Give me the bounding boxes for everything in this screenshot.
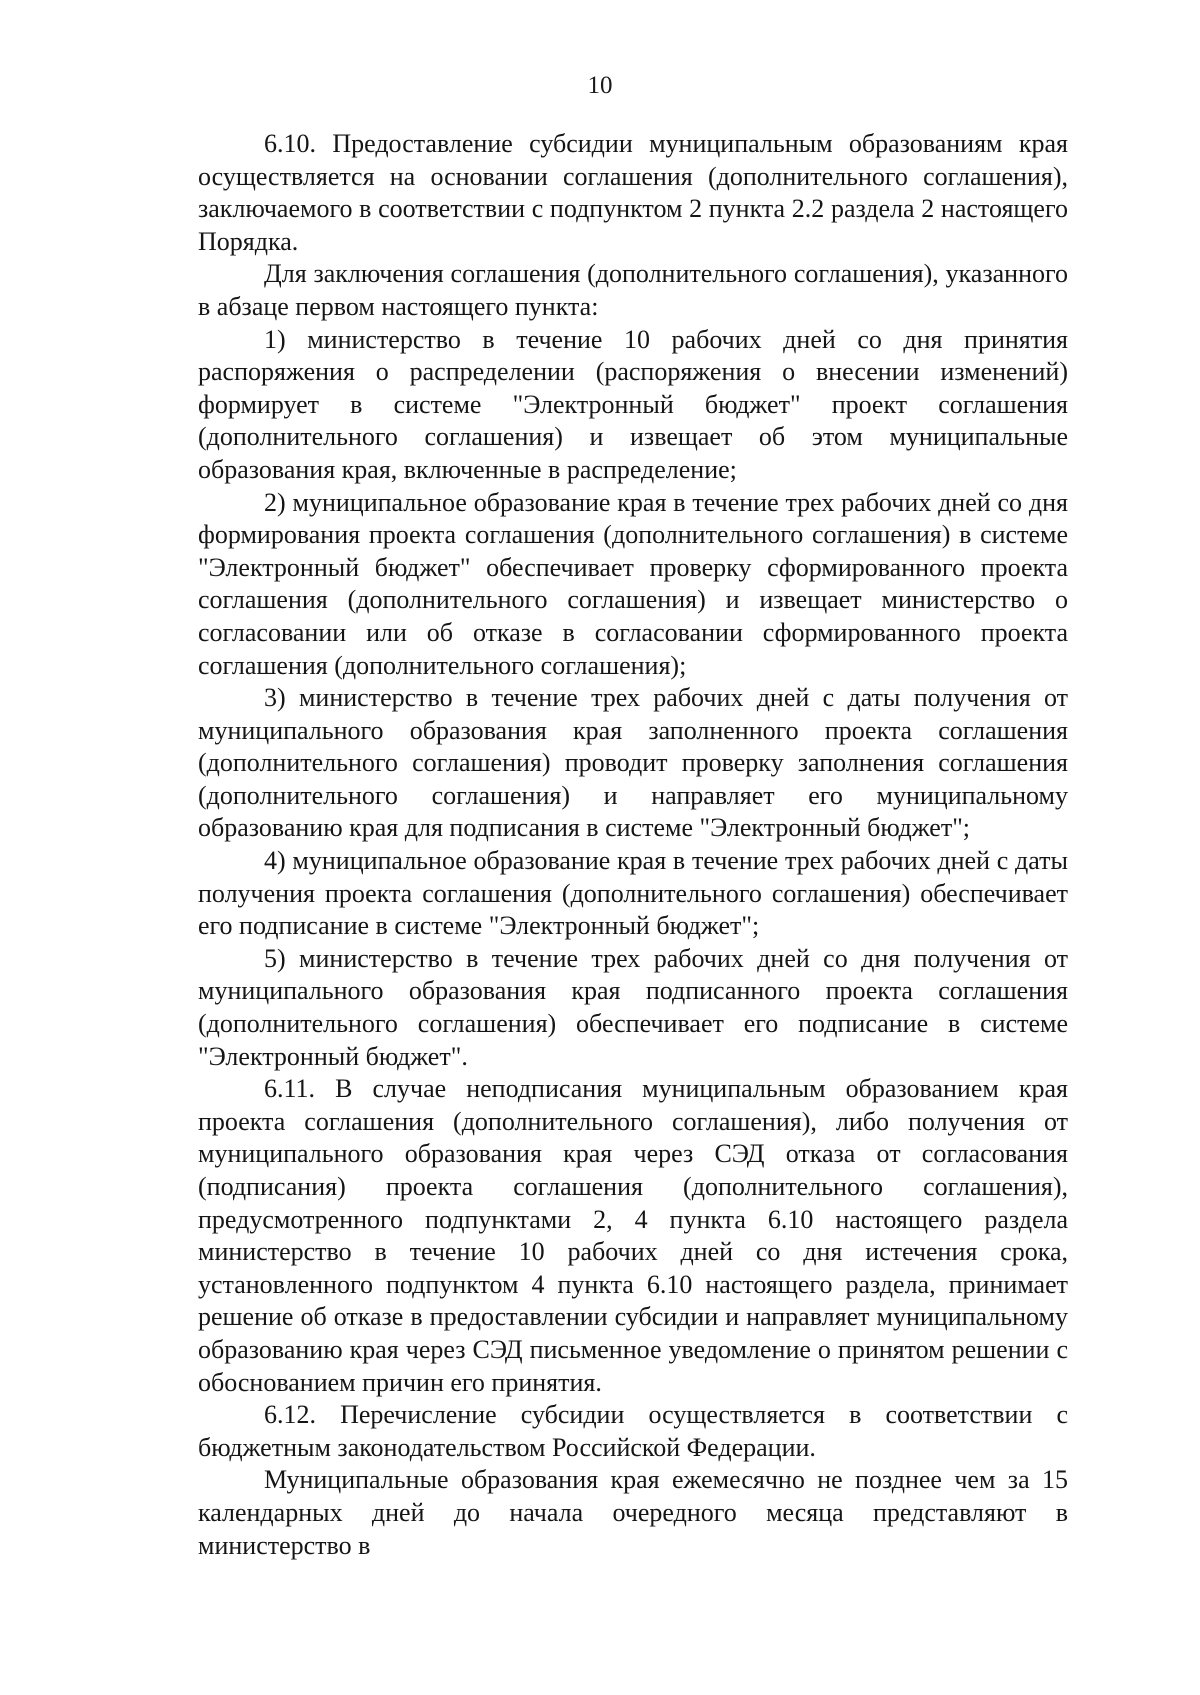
list-item-3: 3) министерство в течение трех рабочих дней с даты получения от муниципального образования края заполненного проекта соглашения (дополнительного соглашения) проводит проверку заполнения соглашения (дополнительного соглашения) и направляет его муниципальному образованию края для подписания в системе "Электронный бюджет"; bbox=[198, 683, 1068, 843]
paragraph-monthly-reports: Муниципальные образования края ежемесячно не позднее чем за 15 календарных дней до начала очередного месяца представляют в министерство в bbox=[198, 1465, 1068, 1560]
list-item-5: 5) министерство в течение трех рабочих дней со дня получения от муниципального образования края подписанного проекта соглашения (дополнительного соглашения) обеспечивает его подписание в системе "Электронный бюджет". bbox=[198, 943, 1068, 1071]
list-item-1: 1) министерство в течение 10 рабочих дней со дня принятия распоряжения о распределении (распоряжения о внесении изменений) формирует в системе "Электронный бюджет" проект соглашения (дополнительного соглашения) и извещает об этом муниципальные образования края, включенные в распределение; bbox=[198, 324, 1068, 484]
paragraph-6-12: 6.12. Перечисление субсидии осуществляется в соответствии с бюджетным законодательством Российской Федерации. bbox=[198, 1400, 1068, 1462]
page-number: 10 bbox=[587, 72, 613, 99]
paragraph-6-10: 6.10. Предоставление субсидии муниципальным образованиям края осуществляется на основании соглашения (дополнительного соглашения), заключаемого в соответствии с подпунктом 2 пункта 2.2 раздела 2 настоящего Порядка. bbox=[198, 129, 1068, 256]
list-item-4: 4) муниципальное образование края в течение трех рабочих дней с даты получения проекта соглашения (дополнительного соглашения) обеспечивает его подписание в системе "Электронный бюджет"; bbox=[198, 846, 1068, 941]
list-item-2: 2) муниципальное образование края в течение трех рабочих дней со дня формирования проекта соглашения (дополнительного соглашения) в системе "Электронный бюджет" обеспечивает проверку сформированного проекта соглашения (дополнительного соглашения) и извещает министерство о согласовании или об отказе в согласовании сформированного проекта соглашения (дополнительного соглашения); bbox=[198, 487, 1068, 680]
document-body bbox=[198, 128, 1068, 1562]
paragraph-agreement-intro: Для заключения соглашения (дополнительного соглашения), указанного в абзаце первом настоящего пункта: bbox=[198, 259, 1068, 321]
paragraph-6-11: 6.11. В случае неподписания муниципальным образованием края проекта соглашения (дополнительного соглашения), либо получения от муниципального образования края через СЭД отказа от согласования (подписания) проекта соглашения (дополнительного соглашения), предусмотренного подпунктами 2, 4 пункта 6.10 настоящего раздела министерство в течение 10 рабочих дней со дня истечения срока, установленного подпунктом 4 пункта 6.10 настоящего раздела, принимает решение об отказе в предоставлении субсидии и направляет муниципальному образованию края через СЭД письменное уведомление о принятом решении с обоснованием причин его принятия. bbox=[198, 1074, 1068, 1397]
